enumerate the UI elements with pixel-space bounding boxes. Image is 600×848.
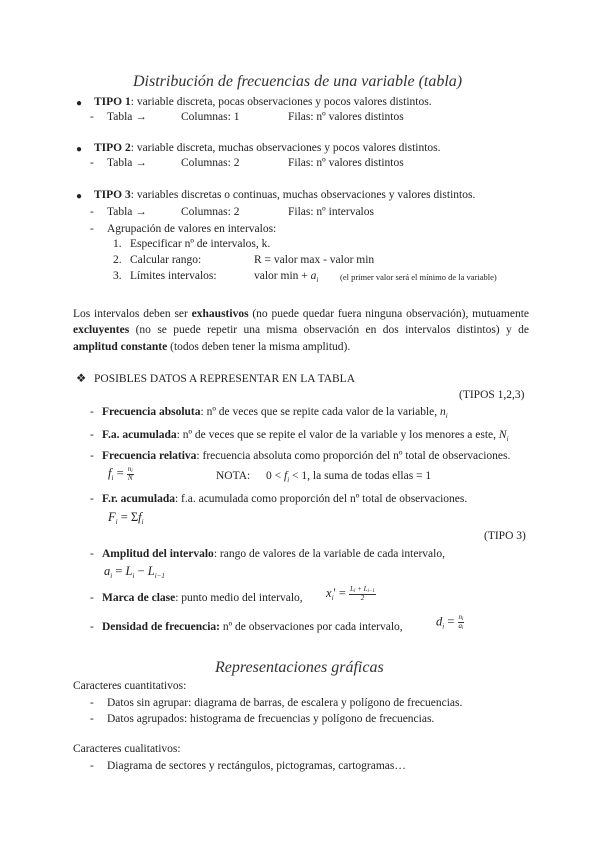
formula-eq: = bbox=[113, 466, 127, 480]
limites-note: (el primer valor será el mínimo de la variable) bbox=[340, 272, 497, 282]
num-sub: i−1 bbox=[367, 589, 375, 595]
fa-sub: i bbox=[445, 412, 448, 420]
nota-text bbox=[266, 470, 431, 484]
tipos-123-label: (TIPOS 1,2,3) bbox=[459, 389, 525, 401]
limites-formula bbox=[254, 270, 318, 284]
num-var: n bbox=[458, 613, 463, 621]
tipo-2-tabla: Tabla → bbox=[107, 157, 147, 169]
dash-icon: - bbox=[90, 697, 94, 709]
tipo-1-label: TIPO 1 bbox=[94, 96, 131, 108]
formula-eq: = Σ bbox=[117, 510, 139, 524]
cuant-item: Datos sin agrupar: diagrama de barras, de escalera y polígono de frecuencias. bbox=[107, 697, 463, 709]
cual-item: Diagrama de sectores y rectángulos, pictogramas, cartogramas… bbox=[107, 760, 406, 772]
marca-text: : punto medio del intervalo, bbox=[175, 592, 303, 604]
paragraph-text: (no se puede repetir una misma observación en dos intervalos distintos) y de bbox=[129, 324, 529, 337]
den-var: a bbox=[458, 622, 463, 630]
formula-sub: i−1 bbox=[154, 572, 165, 580]
formula-sub: i bbox=[110, 572, 113, 580]
formula-sub: i bbox=[115, 518, 118, 526]
dash-icon: - bbox=[90, 429, 94, 441]
tipo-1-filas: Filas: nº valores distintos bbox=[288, 111, 404, 123]
dash-icon: - bbox=[90, 548, 94, 560]
formula-var: L bbox=[147, 564, 155, 578]
tipo-3-desc: : variables discretas o continuas, muchas observaciones y valores distintos. bbox=[130, 189, 476, 201]
fraction-denominator: N bbox=[127, 474, 133, 483]
fa-line bbox=[102, 406, 448, 420]
num-sub: i bbox=[462, 617, 464, 622]
formula-var: L bbox=[125, 564, 133, 578]
nota-ineq: < 1 bbox=[289, 470, 308, 482]
nota-rest: , la suma de todas ellas = 1 bbox=[307, 470, 432, 482]
tipo-1-tabla: Tabla → bbox=[107, 111, 147, 123]
tipo-1-desc: : variable discreta, pocas observaciones y pocos valores distintos. bbox=[130, 96, 432, 108]
tipo-2-columnas: Columnas: 2 bbox=[181, 157, 240, 169]
dash-icon: - bbox=[90, 621, 94, 633]
dens-formula bbox=[436, 614, 464, 631]
fra-line bbox=[102, 493, 467, 506]
step-text: Especificar nº de intervalos, k. bbox=[130, 238, 271, 250]
step-number: 2. bbox=[113, 254, 122, 266]
step-text: Límites intervalos: bbox=[130, 270, 217, 282]
num-sub: i bbox=[131, 469, 133, 475]
nota-sub: i bbox=[287, 476, 290, 484]
formula-sub: i bbox=[132, 572, 135, 580]
paragraph-bold: exhaustivos bbox=[191, 308, 249, 320]
faa-var: N bbox=[498, 429, 507, 441]
tipo-3-bullet bbox=[76, 190, 82, 203]
page-title: Distribución de frecuencias de una variable (tabla) bbox=[133, 73, 463, 90]
formula-sub: i bbox=[111, 474, 114, 482]
num-var: L bbox=[350, 585, 354, 594]
formula-op: − bbox=[134, 564, 148, 578]
fraction bbox=[458, 614, 465, 631]
cuant-heading: Caracteres cuantitativos: bbox=[73, 680, 187, 692]
tipo-1-line bbox=[94, 96, 432, 109]
tipo-3-label: TIPO 3 bbox=[94, 189, 131, 201]
amp-formula bbox=[104, 564, 165, 580]
fra-text: : f.a. acumulada como proporción del nº total de observaciones. bbox=[174, 493, 468, 505]
formula-var: a bbox=[310, 270, 317, 282]
marca-line bbox=[102, 592, 303, 605]
tipo-2-label: TIPO 2 bbox=[94, 142, 131, 154]
dash-icon: - bbox=[90, 592, 94, 604]
formula-eq: = bbox=[335, 586, 350, 600]
dash-icon: - bbox=[90, 450, 94, 462]
amp-label: Amplitud del intervalo bbox=[102, 548, 214, 560]
num-sub: i bbox=[354, 589, 356, 595]
tipo-1-bullet bbox=[76, 97, 82, 110]
dash-icon: - bbox=[90, 223, 94, 235]
dens-line bbox=[102, 621, 403, 634]
agrupacion-heading: Agrupación de valores en intervalos: bbox=[107, 223, 277, 235]
dash-icon: - bbox=[90, 760, 94, 772]
fa-var: n bbox=[440, 406, 446, 418]
limites-formula-text: valor min + bbox=[254, 270, 311, 282]
fr-text: : frecuencia absoluta como proporción del nº total de observaciones. bbox=[196, 450, 511, 462]
step-number: 3. bbox=[113, 270, 122, 282]
dens-label: Densidad de frecuencia: bbox=[102, 621, 220, 633]
formula-prime: ' bbox=[333, 586, 336, 600]
posibles-heading: POSIBLES DATOS A REPRESENTAR EN LA TABLA bbox=[94, 373, 355, 385]
nota-var: f bbox=[284, 470, 288, 482]
marca-formula bbox=[326, 586, 376, 602]
tipo-2-filas: Filas: nº valores distintos bbox=[288, 157, 404, 169]
num-op: + bbox=[355, 585, 364, 594]
formula-var: x bbox=[326, 586, 332, 600]
dash-icon: - bbox=[90, 493, 94, 505]
fraction-denominator: 2 bbox=[360, 594, 365, 603]
fraction bbox=[127, 466, 134, 482]
tipo-3-columnas: Columnas: 2 bbox=[181, 206, 240, 218]
formula-sub: i bbox=[331, 594, 334, 602]
amp-text: : rango de valores de la variable de cada intervalo, bbox=[213, 548, 445, 560]
rango-formula: R = valor max - valor min bbox=[254, 254, 375, 266]
dash-icon: - bbox=[90, 206, 94, 218]
dash-icon: - bbox=[90, 406, 94, 418]
fr-formula bbox=[108, 466, 134, 482]
formula-sub: i bbox=[442, 622, 445, 631]
cual-heading: Caracteres cualitativos: bbox=[73, 743, 181, 755]
step-text: Calcular rango: bbox=[130, 254, 202, 266]
nota-label: NOTA: bbox=[216, 470, 251, 482]
formula-sub: i bbox=[316, 276, 319, 284]
repr-title: Representaciones gráficas bbox=[215, 659, 384, 676]
paragraph-text: Los intervalos deben ser bbox=[73, 308, 192, 320]
fa-label: Frecuencia absoluta bbox=[102, 406, 201, 418]
num-var: L bbox=[363, 585, 368, 594]
bullet-icon: ● bbox=[76, 191, 83, 202]
amp-line bbox=[102, 548, 445, 561]
bullet-icon: ● bbox=[76, 98, 83, 109]
fr-label: Frecuencia relativa bbox=[102, 450, 197, 462]
formula-var: d bbox=[436, 614, 443, 629]
tipo-2-line bbox=[94, 142, 441, 155]
tipo-2-desc: : variable discreta, muchas observaciones y pocos valores distintos. bbox=[130, 142, 441, 154]
marca-label: Marca de clase bbox=[102, 592, 176, 604]
tipo-1-columnas: Columnas: 1 bbox=[181, 111, 240, 123]
cuant-item: Datos agrupados: histograma de frecuencias y polígono de frecuencias. bbox=[107, 713, 435, 725]
faa-label: F.a. acumulada bbox=[102, 429, 177, 441]
dash-icon: - bbox=[90, 111, 94, 123]
step-number: 1. bbox=[113, 238, 122, 250]
tipo-2-bullet bbox=[76, 143, 82, 156]
nota-ineq: 0 < bbox=[266, 470, 284, 482]
fraction bbox=[349, 586, 376, 602]
tipo-3-tabla: Tabla → bbox=[107, 206, 147, 218]
tipo-3-label: (TIPO 3) bbox=[484, 530, 526, 542]
paragraph-text: (no puede quedar fuera ninguna observación), mutuamente bbox=[248, 308, 529, 320]
dash-icon: - bbox=[90, 713, 94, 725]
den-sub: i bbox=[462, 626, 464, 631]
fa-text: : nº de veces que se repite cada valor de la variable, bbox=[200, 406, 441, 418]
num-var: n bbox=[127, 465, 132, 474]
dash-icon: - bbox=[90, 157, 94, 169]
faa-line bbox=[102, 429, 509, 443]
formula-var: f bbox=[138, 510, 142, 524]
formula-eq: = bbox=[112, 564, 126, 578]
paragraph-bold: amplitud constante bbox=[73, 340, 168, 353]
bullet-icon: ● bbox=[76, 144, 83, 155]
paragraph-bold: excluyentes bbox=[73, 324, 130, 337]
dens-text: nº de observaciones por cada intervalo, bbox=[219, 621, 403, 633]
intervalos-paragraph bbox=[73, 306, 529, 355]
faa-text: : nº de veces que se repite el valor de la variable y los menores a este, bbox=[176, 429, 499, 441]
fraction-denominator bbox=[458, 623, 465, 631]
tipo-3-line bbox=[94, 189, 475, 202]
faa-sub: i bbox=[506, 435, 509, 443]
formula-sub: i bbox=[141, 518, 144, 526]
formula-eq: = bbox=[444, 614, 458, 629]
formula-var: a bbox=[104, 564, 111, 578]
fr-line bbox=[102, 450, 510, 463]
formula-var: F bbox=[108, 510, 116, 524]
tipo-3-filas: Filas: nº intervalos bbox=[288, 206, 374, 218]
fra-formula bbox=[108, 510, 144, 526]
fra-label: F.r. acumulada bbox=[102, 493, 175, 505]
diamond-icon: ❖ bbox=[76, 373, 87, 385]
formula-var: f bbox=[108, 466, 112, 480]
paragraph-text: (todos deben tener la misma amplitud). bbox=[167, 340, 351, 353]
